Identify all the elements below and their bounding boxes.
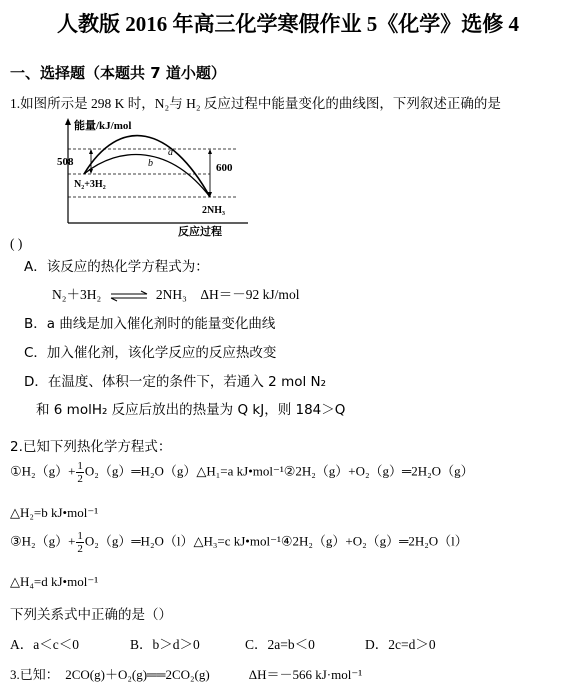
label-600: 600 [216, 162, 233, 174]
energy-diagram [57, 115, 250, 238]
q2-equation-2 [10, 530, 468, 555]
q2-option-a: A．a＜c＜0 [10, 637, 79, 652]
fraction-half-2: $\frac{1}{2}$ [77, 530, 83, 555]
q2-option-b: B．b＞d＞0 [130, 637, 200, 652]
curve-a-label: a [168, 147, 173, 158]
eq1-part-b: O₂（g）═H₂O（g）△H₁=a kJ•mol⁻¹②2H₂（g）+O₂（g）═2H₂O（g） [84, 463, 474, 479]
reactant-label: N₂+3H₂ [74, 179, 106, 190]
q1-stem: 1.如图所示是 298 K 时，N₂与 H₂ 反应过程中能量变化的曲线图，下列叙述正确的是 [10, 96, 501, 111]
q2-equation-1-cont: △H₂=b kJ•mol⁻¹ [10, 505, 99, 520]
q2-question: 下列关系式中正确的是（） [10, 607, 172, 623]
eq2-part-a: ③H₂（g）+ [10, 533, 76, 549]
q2-equation-1 [10, 460, 474, 485]
eq2-part-b: O₂（g）═H₂O（l）△H₃=c kJ•mol⁻¹④2H₂（g）+O₂（g）═2H₂O（l） [84, 533, 468, 549]
y-axis-label: 能量/kJ/mol [74, 120, 132, 132]
q2-equation-2-cont: △H₄=d kJ•mol⁻¹ [10, 574, 99, 589]
label-508: 508 [57, 156, 74, 168]
fraction-half: $\frac{1}{2}$ [77, 460, 83, 485]
equation-left: N₂＋3H₂ [52, 287, 102, 302]
q1-equation [52, 283, 299, 303]
eq1-part-a: ①H₂（g）+ [10, 463, 76, 479]
equilibrium-arrow-icon [109, 290, 149, 302]
q2-option-d: D．2c=d＞0 [365, 637, 436, 652]
q1-option-b: B．a 曲线是加入催化剂时的能量变化曲线 [24, 316, 276, 332]
page-title: 人教版 2016 年高三化学寒假作业 5《化学》选修 4 [57, 12, 519, 36]
q1-option-d-cont: 和 6 molH₂ 反应后放出的热量为 Q kJ，则 184＞Q [36, 402, 346, 418]
q1-option-a: A．该反应的热化学方程式为： [24, 259, 209, 275]
product-label: 2NH₃ [202, 205, 225, 216]
q1-option-c: C．加入催化剂，该化学反应的反应热改变 [24, 345, 277, 361]
q1-option-d: D．在温度、体积一定的条件下，若通入 2 mol N₂ [24, 374, 327, 390]
curve-b-label: b [148, 158, 153, 169]
q2-option-c: C．2a=b＜0 [245, 637, 315, 652]
q3-stem: 3.已知： 2CO(g)＋O₂(g)══2CO₂(g) ΔH＝－566 kJ·mol⁻¹ [10, 667, 363, 682]
q2-stem: 2.已知下列热化学方程式： [10, 439, 172, 455]
equation-right: 2NH₃ ΔH＝－92 kJ/mol [155, 287, 300, 302]
x-axis-label: 反应过程 [178, 226, 222, 238]
section-heading: 一、选择题（本题共 7 道小题） [10, 64, 226, 82]
q1-paren: ( ) [10, 236, 23, 251]
